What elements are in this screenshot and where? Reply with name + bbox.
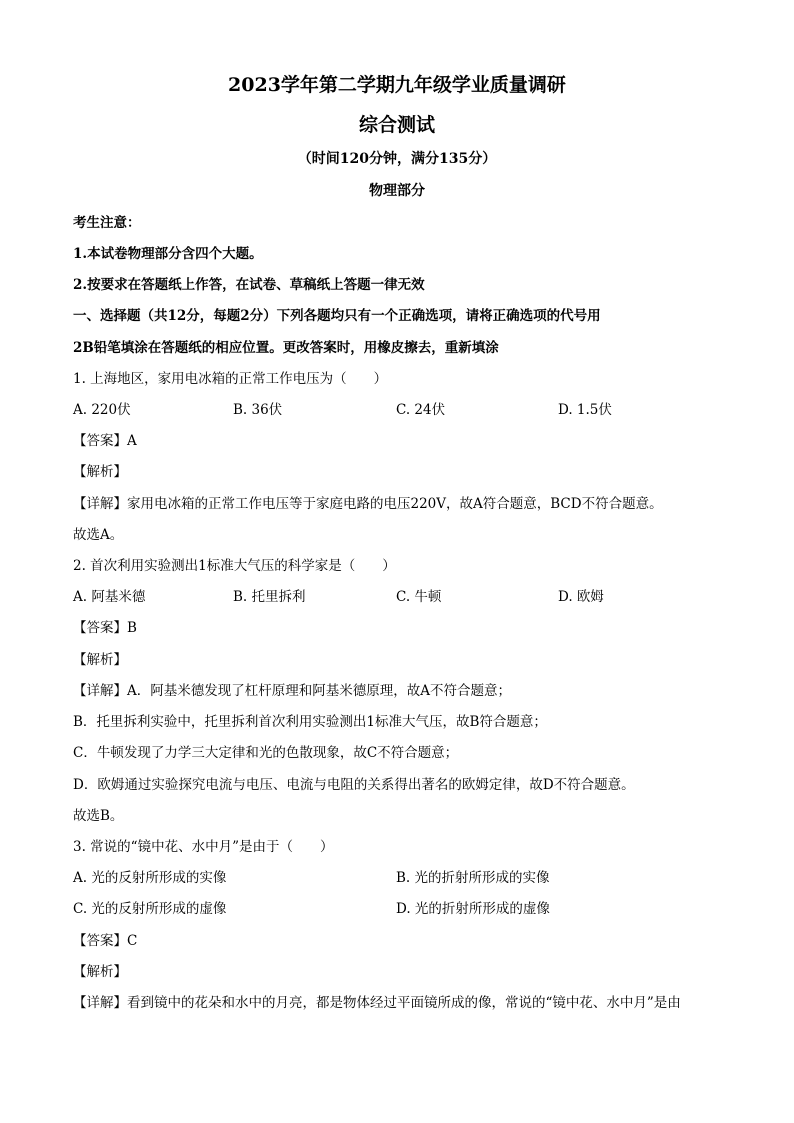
- question-3-answer: 【答案】C: [73, 933, 138, 949]
- section-title: 物理部分: [369, 183, 425, 199]
- question-2-detail-a: 【详解】A．阿基米德发现了杠杆原理和阿基米德原理，故A不符合题意；: [73, 683, 511, 699]
- question-1-option-b: B. 36伏: [233, 402, 283, 418]
- question-2-detail-d: D．欧姆通过实验探究电流与电压、电流与电阻的关系得出著名的欧姆定律，故D不符合题意。: [73, 777, 635, 793]
- notice-item-1: 1.本试卷物理部分含四个大题。: [73, 246, 263, 262]
- question-2-conclusion: 故选B。: [73, 808, 124, 824]
- question-3-analysis: 【解析】: [73, 964, 127, 980]
- notice-heading: 考生注意：: [73, 215, 141, 231]
- part1-instruction-line1: 一、选择题（共12分，每题2分）下列各题均只有一个正确选项，请将正确选项的代号用: [73, 308, 601, 324]
- question-1-answer: 【答案】A: [73, 433, 137, 449]
- question-2-option-c: C. 牛顿: [396, 589, 442, 605]
- question-2-detail-b: B．托里拆利实验中，托里拆利首次利用实验测出1标准大气压，故B符合题意；: [73, 714, 547, 730]
- question-1-conclusion: 故选A。: [73, 527, 124, 543]
- question-3-option-d: D. 光的折射所形成的虚像: [396, 901, 550, 917]
- question-1-option-a: A. 220伏: [73, 402, 131, 418]
- question-3-detail: 【详解】看到镜中的花朵和水中的月亮，都是物体经过平面镜所成的像，常说的“镜中花、水中月”是由: [73, 995, 681, 1011]
- question-2-option-d: D. 欧姆: [558, 589, 604, 605]
- question-1-stem: 1. 上海地区，家用电冰箱的正常工作电压为（ ）: [73, 371, 388, 387]
- exam-title: 2023学年第二学期九年级学业质量调研: [228, 74, 566, 96]
- question-2-detail-c: C．牛顿发现了力学三大定律和光的色散现象，故C不符合题意；: [73, 745, 459, 761]
- notice-item-2: 2.按要求在答题纸上作答，在试卷、草稿纸上答题一律无效: [73, 277, 425, 293]
- question-1-detail: 【详解】家用电冰箱的正常工作电压等于家庭电路的电压220V，故A符合题意，BCD不符合题意。: [73, 496, 663, 512]
- time-note: （时间120分钟，满分135分）: [297, 151, 497, 167]
- question-3-option-a: A. 光的反射所形成的实像: [73, 870, 227, 886]
- question-2-option-a: A. 阿基米德: [73, 589, 146, 605]
- question-3-stem: 3. 常说的“镜中花、水中月”是由于（ ）: [73, 839, 334, 855]
- question-3-option-c: C. 光的反射所形成的虚像: [73, 901, 227, 917]
- exam-subtitle: 综合测试: [358, 114, 435, 136]
- question-3-option-b: B. 光的折射所形成的实像: [396, 870, 550, 886]
- question-2-stem: 2. 首次利用实验测出1标准大气压的科学家是（ ）: [73, 558, 396, 574]
- question-1-option-d: D. 1.5伏: [558, 402, 612, 418]
- part1-instruction-line2: 2B铅笔填涂在答题纸的相应位置。更改答案时，用橡皮擦去，重新填涂: [73, 340, 499, 356]
- question-2-option-b: B. 托里拆利: [233, 589, 306, 605]
- question-2-answer: 【答案】B: [73, 620, 137, 636]
- question-1-option-c: C. 24伏: [396, 402, 446, 418]
- question-1-analysis: 【解析】: [73, 464, 127, 480]
- question-2-analysis: 【解析】: [73, 652, 127, 668]
